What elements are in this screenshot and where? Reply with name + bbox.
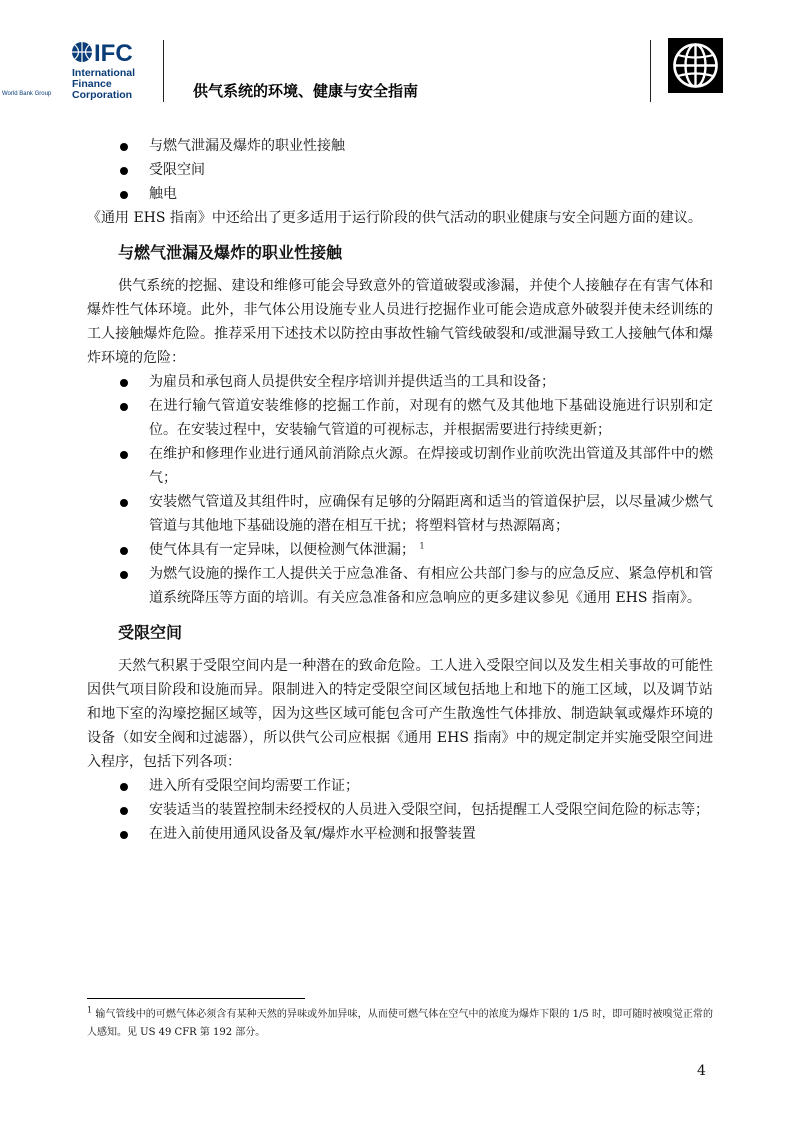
list-item: 为雇员和承包商人员提供安全程序培训并提供适当的工具和设备； xyxy=(87,370,713,394)
header-divider-right xyxy=(650,40,651,102)
list-item: 安装燃气管道及其组件时，应确保有足够的分隔距离和适当的管道保护层，以尽量减少燃气管道与其他地下基础设施的潜在相互干扰；将塑料管材与热源隔离； xyxy=(87,490,713,538)
footnote-separator xyxy=(87,998,305,999)
list-item: 进入所有受限空间均需要工作证； xyxy=(87,774,713,798)
bullet-icon xyxy=(120,191,128,199)
document-title: 供气系统的环境、健康与安全指南 xyxy=(193,82,419,100)
logo-subtitle: World Bank Group xyxy=(2,91,52,97)
list-item: 在进入前使用通风设备及氧/爆炸水平检测和报警装置 xyxy=(87,822,713,846)
bullet-icon xyxy=(120,379,128,387)
bullet-icon xyxy=(120,831,128,839)
bullet-icon xyxy=(120,547,128,555)
section1-paragraph: 供气系统的挖掘、建设和维修可能会导致意外的管道破裂或渗漏，并使个人接触存在有害气体和爆炸性气体环境。此外，非气体公用设施专业人员进行挖掘作业可能会造成意外破裂并使未经训练的工人接触爆炸危险。推荐采用下述技术以防控由事故性输气管线破裂和/或泄漏导致工人接触气体和爆炸环境的危险： xyxy=(87,278,713,366)
footnote-reference[interactable]: 1 xyxy=(419,541,425,551)
list-item: 触电 xyxy=(87,182,713,206)
section-heading-gas-leak: 与燃气泄漏及爆炸的职业性接触 xyxy=(118,243,343,262)
header-divider-left xyxy=(163,40,164,102)
page-header xyxy=(0,0,793,110)
footnote xyxy=(87,1006,713,1042)
bullet-icon xyxy=(120,807,128,815)
bullet-icon xyxy=(120,783,128,791)
page-content xyxy=(87,134,713,846)
logo-line-1: International xyxy=(72,67,136,79)
page-number: 4 xyxy=(697,1063,706,1079)
section2-paragraph: 天然气积累于受限空间内是一种潜在的致命危险。工人进入受限空间以及发生相关事故的可能性因供气项目阶段和设施而异。限制进入的特定受限空间区域包括地上和地下的施工区域，以及调节站和地下室的沟壕挖掘区域等，因为这些区域可能包含可产生散逸性气体排放、制造缺氧或爆炸环境的设备（如安全阀和过滤器），所以供气公司应根据《通用 EHS 指南》中的规定制定并实施受限空间进入程序，包括下列各项： xyxy=(87,658,713,770)
logo-line-2: Finance xyxy=(72,78,112,90)
section1-bullet-list xyxy=(87,370,713,610)
list-item: 受限空间 xyxy=(87,158,713,182)
bullet-icon xyxy=(120,499,128,507)
ifc-logo xyxy=(70,40,150,104)
footnote-text: 输气管线中的可燃气体必须含有某种天然的异味或外加异味，从而使可燃气体在空气中的浓度为爆炸下限的 1/5 时，即可随时被嗅觉正常的人感知。见 US 49 CFR 第 192 部分。 xyxy=(87,1009,713,1038)
list-item: 与燃气泄漏及爆炸的职业性接触 xyxy=(87,134,713,158)
list-item: 使气体具有一定异味，以便检测气体泄漏； $^1$ xyxy=(87,538,713,562)
ifc-logo-text: IFC xyxy=(94,40,133,64)
logo-line-3: Corporation xyxy=(72,89,133,101)
bullet-icon xyxy=(120,167,128,175)
list-item: 在维护和修理作业进行通风前消除点火源。在焊接或切割作业前吹洗出管道及其部件中的燃气； xyxy=(87,442,713,490)
footnote-number: 1 xyxy=(87,1005,93,1015)
bullet-icon xyxy=(120,403,128,411)
list-item: 为燃气设施的操作工人提供关于应急准备、有相应公共部门参与的应急反应、紧急停机和管道系统降压等方面的培训。有关应急准备和应急响应的更多建议参见《通用 EHS 指南》。 xyxy=(87,562,713,610)
bullet-icon xyxy=(120,143,128,151)
intro-bullet-list xyxy=(87,134,713,206)
ifc-globe-icon xyxy=(70,40,150,64)
list-item: 在进行输气管道安装维修的挖掘工作前，对现有的燃气及其他地下基础设施进行识别和定位。在安装过程中，安装输气管道的可视标志，并根据需要进行持续更新； xyxy=(87,394,713,442)
world-bank-globe-icon xyxy=(668,38,723,93)
section2-bullet-list xyxy=(87,774,713,846)
bullet-icon xyxy=(120,451,128,459)
list-item: 安装适当的装置控制未经授权的人员进入受限空间，包括提醒工人受限空间危险的标志等； xyxy=(87,798,713,822)
intro-paragraph: 《通用 EHS 指南》中还给出了更多适用于运行阶段的供气活动的职业健康与安全问题方面的建议。 xyxy=(87,210,702,226)
bullet-icon xyxy=(120,571,128,579)
section-heading-confined-space: 受限空间 xyxy=(118,623,183,642)
